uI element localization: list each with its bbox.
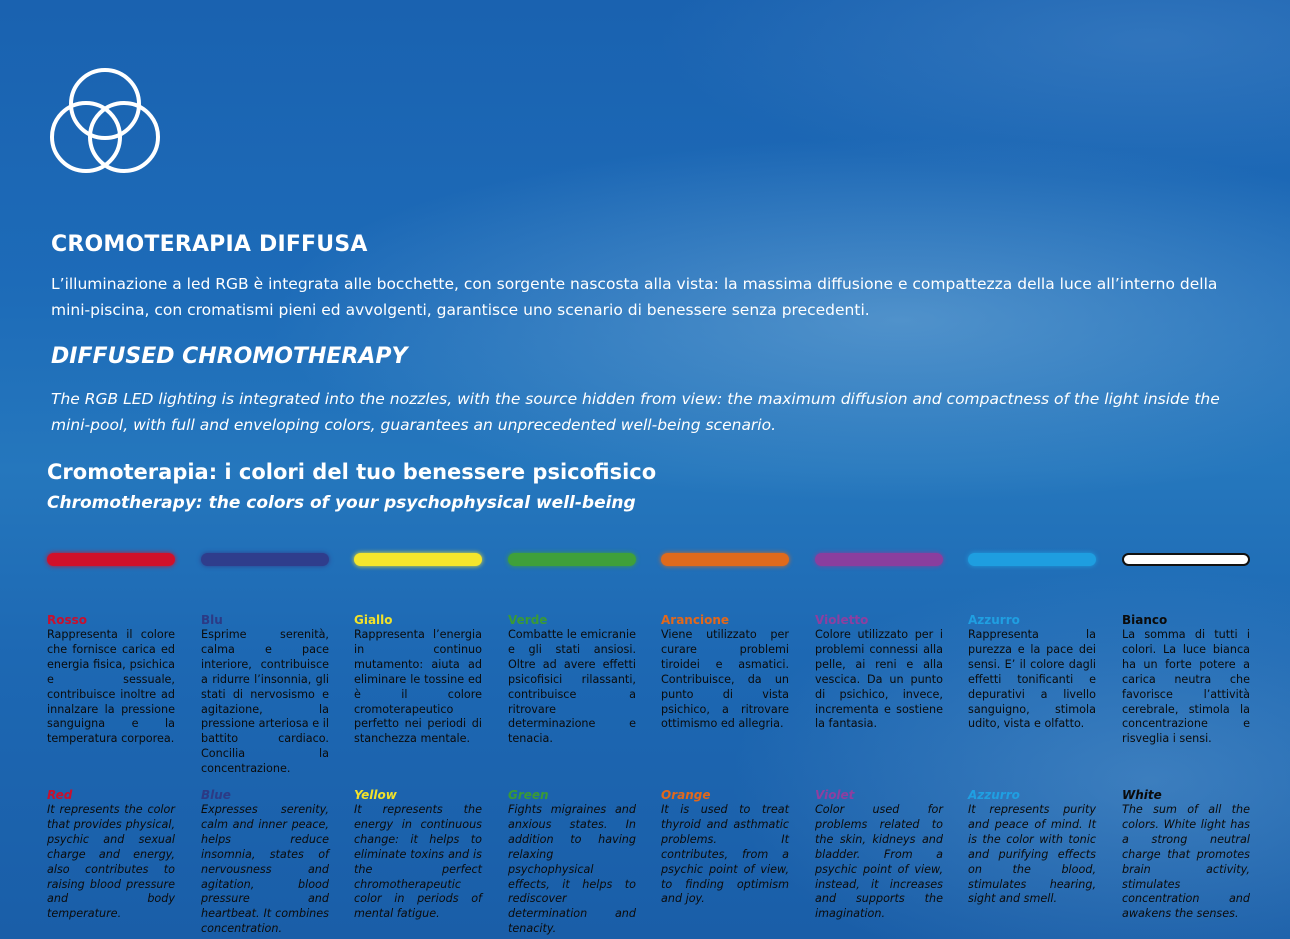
color-bar bbox=[1122, 553, 1250, 566]
color-text-it: La somma di tutti i colori. La luce bianca ha un forte potere a carica neutra che favorisce l’attività cerebrale, stimola la concentrazione e risveglia i sensi. bbox=[1122, 628, 1250, 746]
color-text-it: Viene utilizzato per curare problemi tiroidei e asmatici. Contribuisce, da un punto di vista psichico, a ritrovare ottimismo ed allegria. bbox=[661, 628, 789, 731]
intro-text-en: The RGB LED lighting is integrated into the nozzles, with the source hidden from view: the maximum diffusion and compactness of the light inside the mini-pool, with full and enveloping colors, guarantees an unprecedented well-being scenario. bbox=[51, 390, 1220, 434]
color-bar bbox=[815, 553, 943, 566]
color-name-en: Red bbox=[47, 788, 73, 802]
color-text-en: Fights migraines and anxious states. In addition to having relaxing psychophysical effects, it helps to rediscover determination and tenacity. bbox=[508, 803, 636, 936]
color-text-en: The sum of all the colors. White light has a strong neutral charge that promotes brain activity, stimulates concentration and awakens the senses. bbox=[1122, 803, 1250, 921]
title-it: CROMOTERAPIA DIFFUSA bbox=[51, 232, 368, 257]
color-name-it: Rosso bbox=[47, 613, 88, 627]
color-name-en: Violet bbox=[815, 788, 855, 802]
three-circles-rgb-icon bbox=[48, 66, 162, 176]
section-title-it: Cromoterapia: i colori del tuo benessere psicofisico bbox=[47, 460, 657, 484]
color-column-giallo bbox=[354, 553, 482, 922]
color-text-it: Combatte le emicranie e gli stati ansiosi. Oltre ad avere effetti psicofisici rilassanti, contribuisce a ritrovare determinazione e tenacia. bbox=[508, 628, 636, 746]
color-bar bbox=[47, 553, 175, 566]
color-column-violetto bbox=[815, 553, 943, 922]
color-name-it: Giallo bbox=[354, 613, 393, 627]
title-en: DIFFUSED CHROMOTHERAPY bbox=[51, 344, 408, 369]
color-column-blu bbox=[201, 553, 329, 937]
color-name-en: Yellow bbox=[354, 788, 397, 802]
color-column-azzurro bbox=[968, 553, 1096, 907]
color-name-it: Verde bbox=[508, 613, 548, 627]
color-bar bbox=[508, 553, 636, 566]
color-name-en: Azzurro bbox=[968, 788, 1020, 802]
color-bar bbox=[354, 553, 482, 566]
color-name-it: Violetto bbox=[815, 613, 869, 627]
color-name-en: White bbox=[1122, 788, 1162, 802]
color-text-en: It represents purity and peace of mind. It is the color with tonic and purifying effects on the blood, stimulates hearing, sight and smell. bbox=[968, 803, 1096, 906]
color-column-verde bbox=[508, 553, 636, 937]
color-text-en: Expresses serenity, calm and inner peace, helps reduce insomnia, states of nervousness and agitation, blood pressure and heartbeat. It combines concentration. bbox=[201, 803, 329, 936]
color-name-en: Orange bbox=[661, 788, 711, 802]
color-text-it: Rappresenta la purezza e la pace dei sensi. E’ il colore dagli effetti tonificanti e depurativi a livello sanguigno, stimola udito, vista e olfatto. bbox=[968, 628, 1096, 731]
color-text-en: Color used for problems related to the skin, kidneys and bladder. From a psychic point of view, instead, it increases and supports the imagination. bbox=[815, 803, 943, 921]
color-column-bianco bbox=[1122, 553, 1250, 922]
color-name-it: Azzurro bbox=[968, 613, 1020, 627]
color-text-it: Rappresenta il colore che fornisce carica ed energia fisica, psichica e sessuale, contribuisce inoltre ad innalzare la pressione sanguigna e la temperatura corporea. bbox=[47, 628, 175, 746]
color-name-it: Arancione bbox=[661, 613, 729, 627]
color-text-it: Colore utilizzato per i problemi connessi alla pelle, ai reni e alla vescica. Da un punto di psichico, invece, incrementa e sostiene la fantasia. bbox=[815, 628, 943, 731]
color-text-en: It is used to treat thyroid and asthmatic problems. It contributes, from a psychic point of view, to finding optimism and joy. bbox=[661, 803, 789, 906]
color-text-en: It represents the color that provides physical, psychic and sexual charge and energy, also contributes to raising blood pressure and body temperature. bbox=[47, 803, 175, 921]
color-bar bbox=[201, 553, 329, 566]
color-column-arancione bbox=[661, 553, 789, 907]
intro-text-it: L’illuminazione a led RGB è integrata alle bocchette, con sorgente nascosta alla vista: la massima diffusione e compattezza della luce all’interno della mini-piscina, con cromatismi pieni ed avvolgenti, garantisce uno scenario di benessere senza precedenti. bbox=[51, 275, 1218, 319]
color-bar bbox=[661, 553, 789, 566]
color-text-it: Rappresenta l’energia in continuo mutamento: aiuta ad eliminare le tossine ed è il colore cromoterapeutico perfetto nei periodi di stanchezza mentale. bbox=[354, 628, 482, 746]
color-bar bbox=[968, 553, 1096, 566]
color-text-it: Esprime serenità, calma e pace interiore, contribuisce a ridurre l’insonnia, gli stati di nervosismo e agitazione, la pressione arteriosa e il battito cardiaco. Concilia la concentrazione. bbox=[201, 628, 329, 776]
color-name-it: Blu bbox=[201, 613, 223, 627]
color-name-en: Green bbox=[508, 788, 549, 802]
color-column-rosso bbox=[47, 553, 175, 922]
section-title-en: Chromotherapy: the colors of your psychophysical well-being bbox=[47, 493, 636, 513]
color-text-en: It represents the energy in continuous change: it helps to eliminate toxins and is the perfect chromotherapeutic color in periods of mental fatigue. bbox=[354, 803, 482, 921]
color-name-en: Blue bbox=[201, 788, 231, 802]
color-name-it: Bianco bbox=[1122, 613, 1168, 627]
